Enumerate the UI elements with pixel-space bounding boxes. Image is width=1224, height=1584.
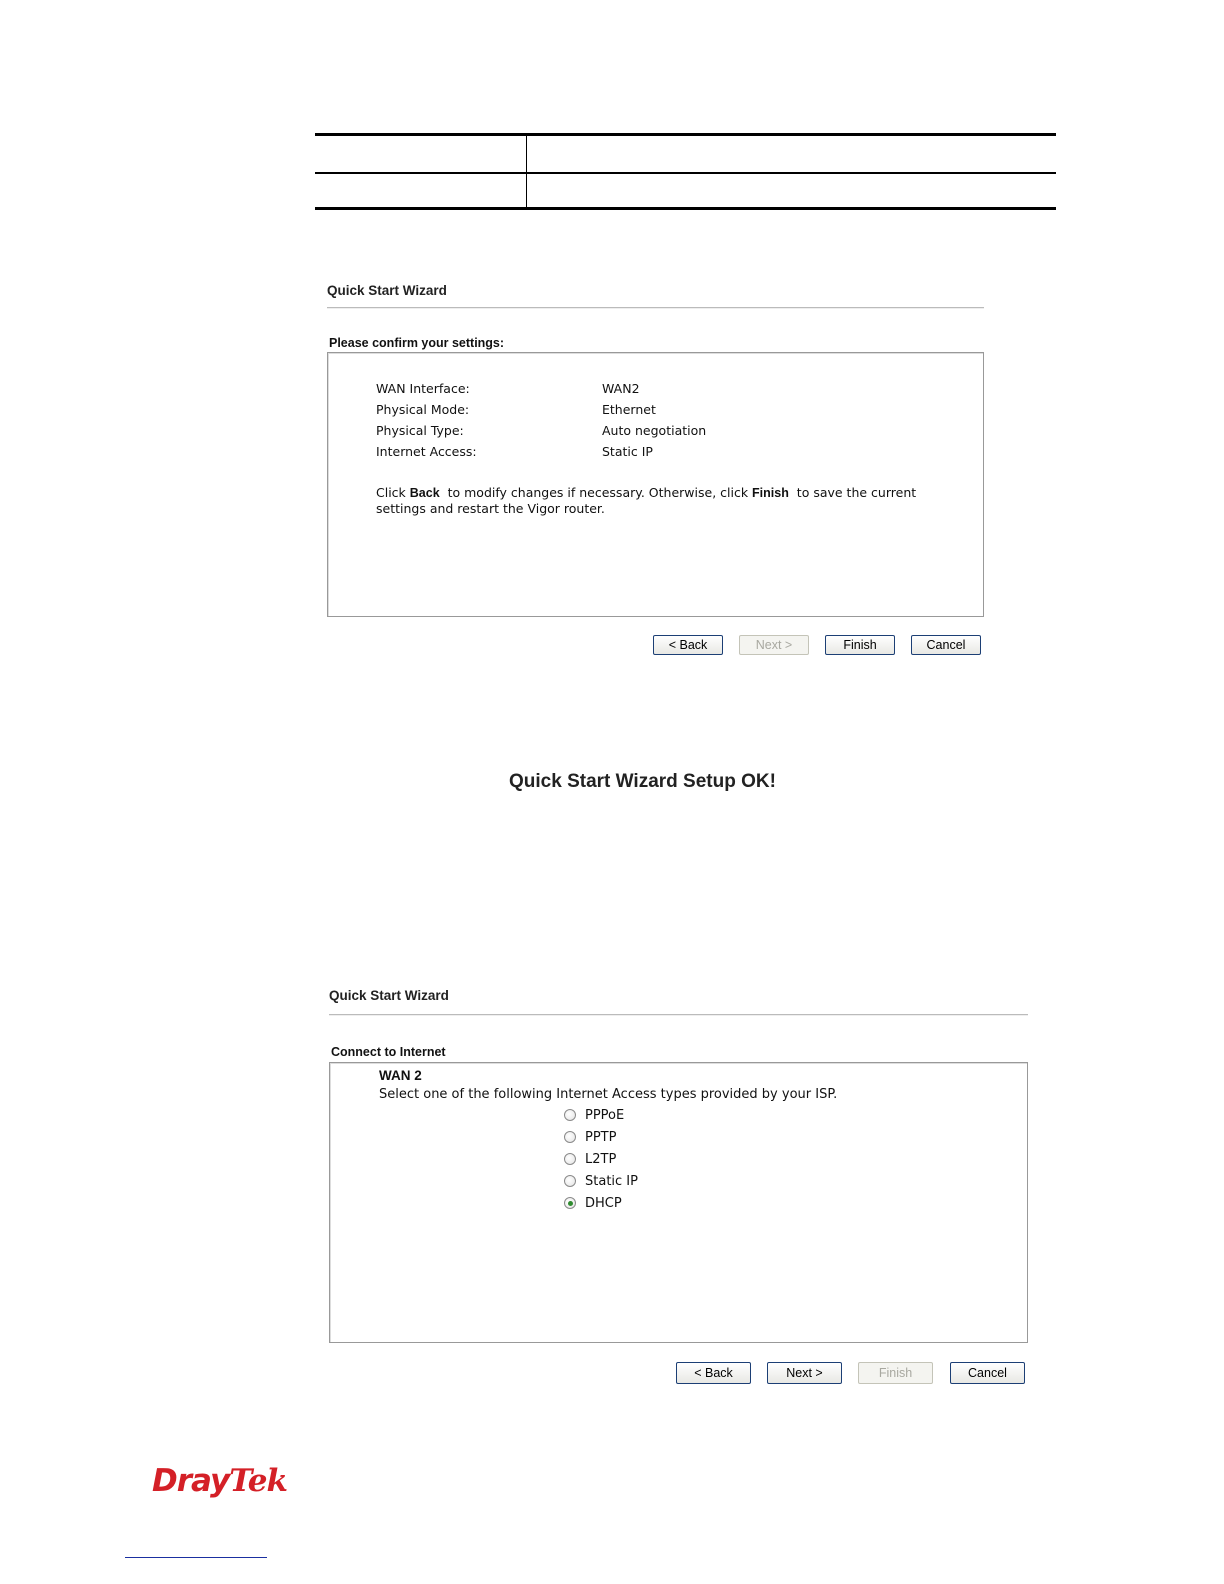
title-divider [327, 307, 984, 309]
radio-label-pppoe: PPPoE [585, 1108, 625, 1123]
back-button[interactable]: < Back [676, 1362, 751, 1384]
setup-ok-message: Quick Start Wizard Setup OK! [509, 771, 776, 792]
radio-dhcp[interactable] [564, 1197, 576, 1209]
cancel-button[interactable]: Cancel [950, 1362, 1025, 1384]
note-back-word: Back [409, 486, 440, 500]
radio-pppoe[interactable] [564, 1109, 576, 1121]
title-divider [329, 1014, 1028, 1016]
confirm-note [376, 485, 966, 500]
finish-button[interactable]: Finish [825, 635, 895, 655]
note-text: to modify changes if necessary. Otherwise, click [439, 485, 753, 500]
logo-dray: Dray [152, 1463, 230, 1499]
radio-pptp[interactable] [564, 1131, 576, 1143]
setting-value-wan-interface: WAN2 [602, 381, 640, 396]
footer-underline [125, 1557, 267, 1558]
note-text: Click [376, 485, 410, 500]
radio-label-l2tp: L2TP [585, 1152, 617, 1167]
finish-button[interactable]: Finish [858, 1362, 933, 1384]
cancel-button[interactable]: Cancel [911, 635, 981, 655]
setting-value-physical-type: Auto negotiation [602, 423, 707, 438]
setting-value-internet-access: Static IP [602, 444, 653, 459]
logo-tek: Tek [229, 1463, 287, 1499]
setting-label-internet-access: Internet Access: [376, 444, 477, 459]
setting-label-physical-mode: Physical Mode: [376, 402, 470, 417]
radio-label-pptp: PPTP [585, 1130, 617, 1145]
table-column-divider [526, 136, 527, 207]
note-finish-word: Finish [752, 486, 789, 500]
connect-options-panel [329, 1062, 1028, 1343]
connect-section-label: Connect to Internet [331, 1045, 446, 1059]
setting-label-physical-type: Physical Type: [376, 423, 464, 438]
next-button[interactable]: Next > [767, 1362, 842, 1384]
setting-value-physical-mode: Ethernet [602, 402, 656, 417]
back-button[interactable]: < Back [653, 635, 723, 655]
note-text: to save the current [788, 485, 917, 500]
table-row-divider [315, 172, 1056, 174]
manual-table [315, 133, 1056, 210]
radio-label-static-ip: Static IP [585, 1174, 638, 1189]
radio-label-dhcp: DHCP [585, 1196, 622, 1211]
draytek-logo [152, 1463, 287, 1499]
confirm-section-label: Please confirm your settings: [329, 336, 505, 350]
radio-static-ip[interactable] [564, 1175, 576, 1187]
confirm-wizard-title: Quick Start Wizard [327, 283, 447, 298]
setting-label-wan-interface: WAN Interface: [376, 381, 470, 396]
connect-wizard-title: Quick Start Wizard [329, 988, 449, 1003]
access-type-instruction: Select one of the following Internet Access types provided by your ISP. [379, 1087, 838, 1102]
next-button[interactable]: Next > [739, 635, 809, 655]
confirm-note-line2: settings and restart the Vigor router. [376, 501, 605, 516]
radio-l2tp[interactable] [564, 1153, 576, 1165]
wan-label: WAN 2 [379, 1068, 422, 1083]
